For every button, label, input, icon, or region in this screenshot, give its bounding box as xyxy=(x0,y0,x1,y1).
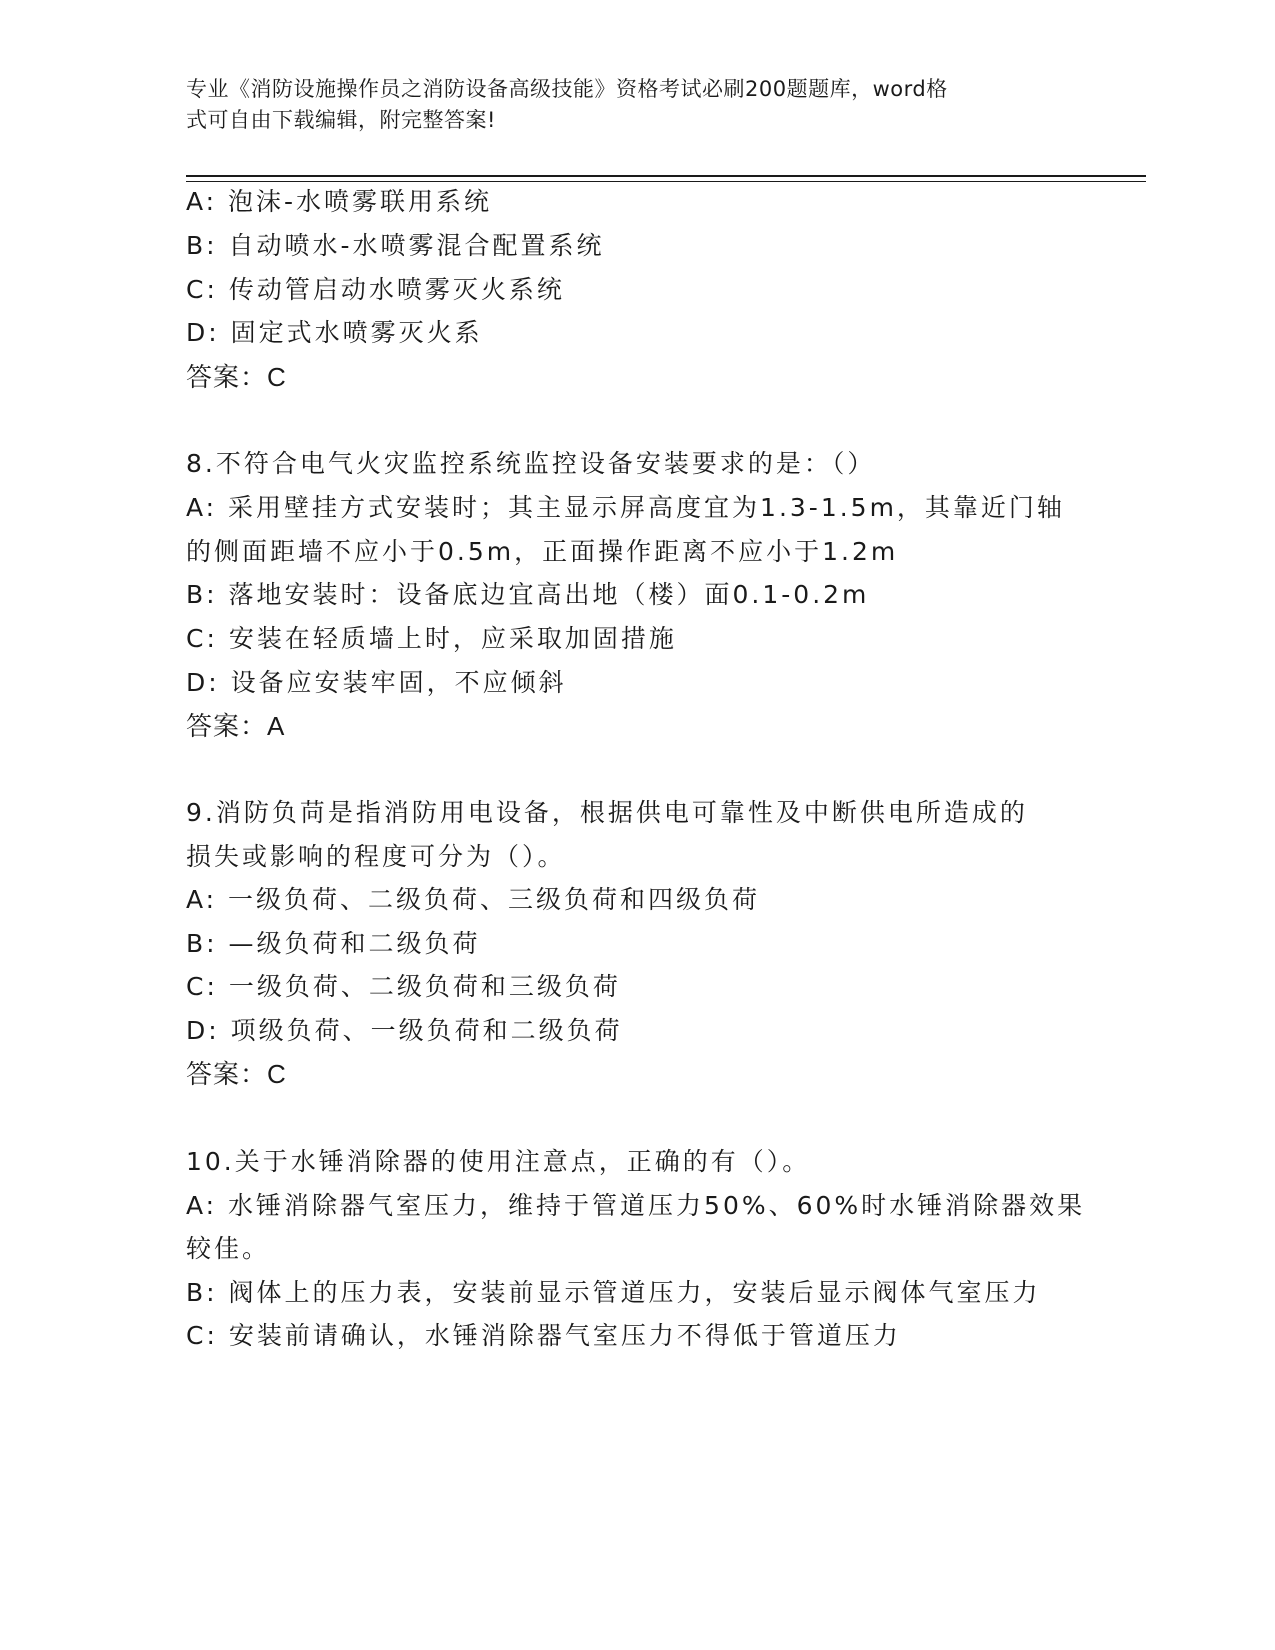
q7-option-b: B: 自动喷水-水喷雾混合配置系统 xyxy=(186,231,605,260)
q10-option-b: B: 阀体上的压力表，安装前显示管道压力，安装后显示阀体气室压力 xyxy=(186,1278,1041,1307)
q9-question-line-1: 9.消防负苘是指消防用电设备，根据供电可靠性及中断供电所造成的 xyxy=(186,798,1028,827)
q7-answer: 答案：C xyxy=(186,362,287,392)
q7-option-c: C: 传动管启动水喷雾灭火系统 xyxy=(186,275,565,304)
q9-option-a: A: 一级负荷、二级负荷、三级负荷和四级负荷 xyxy=(186,885,761,914)
q10-question: 10.关于水锤消除器的使用注意点，正确的有（）。 xyxy=(186,1147,811,1176)
q9-option-c: C: 一级负荷、二级负荷和三级负荷 xyxy=(186,972,621,1001)
q9-question-line-2: 损失或影响的程度可分为（）。 xyxy=(186,842,566,871)
q10-option-a-cont: 较佳。 xyxy=(186,1234,271,1263)
q8-option-b: B: 落地安装时：设备底边宜高出地（楼）面0.1-0.2m xyxy=(186,580,870,609)
q10-option-c: C: 安装前请确认，水锤消除器气室压力不得低于管道压力 xyxy=(186,1321,901,1350)
q8-question: 8.不符合电气火灾监控系统监控设备安装要求的是：（） xyxy=(186,449,876,478)
header-line-2: 式可自由下载编辑，附完整答案! xyxy=(186,108,496,132)
q7-option-d: D: 固定式水喷雾灭火系 xyxy=(186,318,483,347)
q10-option-a: A: 水锤消除器气室压力，维持于管道压力50%、60%时水锤消除器效果 xyxy=(186,1191,1086,1220)
header-divider-thin xyxy=(186,181,1146,182)
q9-option-d: D: 项级负荷、一级负荷和二级负荷 xyxy=(186,1016,623,1045)
q8-option-d: D: 设备应安装牢固，不应倾斜 xyxy=(186,668,567,697)
q8-answer: 答案：A xyxy=(186,711,286,741)
q8-option-a-cont: 的侧面距墙不应小于0.5m，正面操作距离不应小于1.2m xyxy=(186,537,899,566)
q9-answer: 答案：C xyxy=(186,1059,287,1089)
q7-option-a: A: 泡沫-水喷雾联用系统 xyxy=(186,187,493,216)
document-header xyxy=(186,74,1066,136)
q8-option-a: A: 采用壁挂方式安装时；其主显示屏高度宜为1.3-1.5m，其靠近门轴 xyxy=(186,493,1065,522)
header-divider-thick xyxy=(186,175,1146,177)
header-line-1: 专业《消防设施操作员之消防设备高级技能》资格考试必刷200题题库，word格 xyxy=(186,77,948,101)
q8-option-c: C: 安装在轻质墙上时，应采取加固措施 xyxy=(186,624,677,653)
q9-option-b: B: —级负荷和二级负荷 xyxy=(186,929,481,958)
